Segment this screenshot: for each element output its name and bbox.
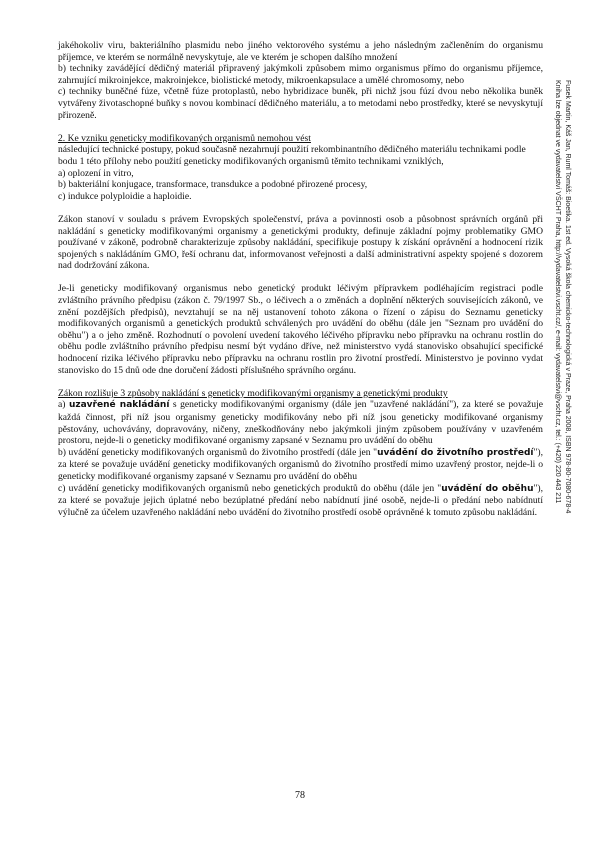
citation-line: Fusek Martin, Káš Jan, Ruml Tomáš: Bioetika. 1st ed. Vysoká škola chemicko-technologická v Praze, Praha 2008, ISBN 978-80-7080-678-4 — [564, 80, 571, 514]
item-b-term: uvádění do životního prostředí — [377, 447, 534, 458]
section-2-item-a: a) oplození in vitro, — [58, 167, 134, 179]
item-b-prefix: b) uvádění geneticky modifikovaných organismů do životního prostředí (dále jen " — [58, 446, 378, 458]
item-c: c) techniky buněčné fúze, včetně fúze protoplastů, nebo hybridizace buněk, při nichž jsou fúzí dvou nebo několika buněk vytvářeny životaschopné buňky s novou kombinací dědičného materiálu, a to metodami nebo prostředky, které se nevyskytují přirozeně. — [58, 86, 543, 121]
section-2-item-b: b) bakteriální konjugace, transformace, transdukce a podobné přirozené procesy, — [58, 179, 368, 191]
page-number: 78 — [295, 790, 305, 801]
paragraph-law-scope: Zákon stanoví v souladu s právem Evropských společenství, práva a povinnosti osob a působnost správních orgánů při nakládání s geneticky modifikovanými organismy a genetickými produkty, definuje základní pojmy problematiky GMO používané v zákoně, podrobně charakterizuje způsoby nakládání, specifikuje postupy k získání oprávnění a hodnocení rizik spojených s nakládáním GMO, řeší ochranu dat, informovanost veřejnosti a další administrativní aspekty spojené s dozorem nad dodržování zákona. — [58, 213, 543, 272]
item-a-text: s geneticky modifikovanými organismy (dále jen "uzavřené nakládání"), za které se považuje každá činnost, při níž jsou organismy geneticky modifikovány nebo při níž jsou geneticky modifikované organismy pěstovány, uchovávány, dopravovány, ničeny, zneškodňovány nebo jakýmkoli jiným způsobem používány v uzavřeném prostoru, nejde-li o geneticky modifikované organismy zapsané v Seznamu pro uvádění do oběhu — [58, 399, 543, 447]
item-c-term: uvádění do oběhu — [441, 483, 534, 494]
section-3-heading: Zákon rozlišuje 3 způsoby nakládání s geneticky modifikovanými organismy a genetickými produkty — [58, 387, 448, 399]
section-3-item-b — [58, 447, 543, 483]
item-continuation: jakéhokoliv viru, bakteriálního plasmidu nebo jiného vektorového systému a jeho následným začleněním do organismu příjemce, ve kterém se normálně nevyskytuje, ale ve kterém je schopen dalšího množení — [58, 40, 543, 63]
section-2-item-c: c) indukce polyploidie a haploidie. — [58, 190, 192, 202]
item-c-text: "), za které se považuje jejich úplatné nebo bezúplatné předání nebo nabídnutí jiné osobě, nejde-li o předání nebo nabídnutí výlučně za účelem uzavřeného nakládání nebo uvádění do životního prostředí osobě oprávněné k tomuto způsobu nakládání. — [58, 482, 543, 518]
section-2-heading: 2. Ke vzniku geneticky modifikovaných organismů nemohou vést — [58, 132, 311, 144]
order-info-line: Kniha lze objednat ve vydavatelství VŠCHT Praha, http://vydavatelstvi.vscht.cz/, e-mail: vydavatelstvi@vscht.cz, tel.: (+420) 220 443 211 — [554, 80, 562, 504]
main-text — [58, 40, 543, 518]
item-c-prefix: c) uvádění geneticky modifikovaných organismů nebo genetických produktů do oběhu (dále jen " — [58, 482, 442, 494]
section-2-intro: následující technické postupy, pokud současně nezahrnují použití rekombinantního dědičného materiálu technikami podle bodu 1 této přílohy nebo použití geneticky modifikovaných organismů těmito technikami vzniklých, — [58, 144, 526, 167]
item-a-term: uzavřené nakládání — [68, 400, 170, 411]
section-3-item-a — [58, 399, 543, 446]
paragraph-medicinal-products: Je-li geneticky modifikovaný organismus nebo genetický produkt léčivým přípravkem podléhajícím registraci podle zvláštního právního předpisu (zákon č. 79/1997 Sb., o léčivech a o změnách a doplnění některých souvisejících zákonů, ve znění pozdějších předpisů), nevztahují se na něj ustanovení tohoto zákona o řízení o zápisu do Seznamu geneticky modifikovaných organismů a genetických produktů schválených pro uvádění do oběhu (dále jen "Seznam pro uvádění do oběhu") a o jeho změně. Rozhodnutí o povolení uvedení takového léčivého přípravku nebo přípravku na ochranu rostlin do oběhu podle zvláštního právního předpisu nesmí být vydáno dříve, než ministerstvo vydá stanovisko obsahující specifické hodnocení rizika léčivého přípravku nebo přípravku na ochranu rostlin pro životní prostředí. Ministerstvo je povinno vydat stanovisko do 15 dnů ode dne doručení žádosti příslušného správního orgánu. — [58, 283, 543, 376]
side-citation — [552, 80, 572, 600]
section-3-item-c — [58, 483, 543, 519]
item-b-text: "), za které se považuje uvádění geneticky modifikovaných organismů do životního prostředí mimo uzavřený prostor, nejde-li o geneticky modifikované organismy zapsané v Seznamu pro uvádění do oběhu — [58, 446, 543, 482]
item-a-prefix: a) — [58, 399, 69, 411]
item-b: b) techniky zavádějící dědičný materiál připravený jakýmkoli způsobem mimo organismus přímo do organismu příjemce, zahrnující mikroinjekce, makroinjekce, biolistické metody, mikroenkapsulace a umělé chromosomy, nebo — [58, 63, 543, 86]
